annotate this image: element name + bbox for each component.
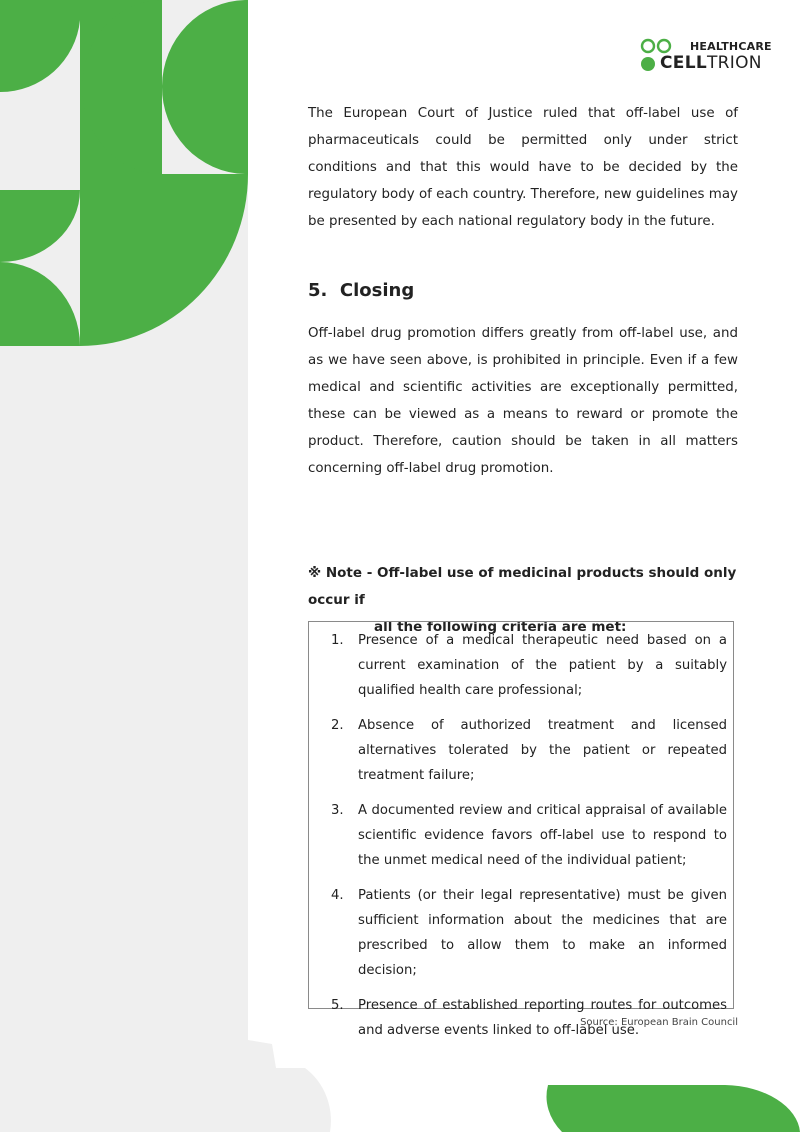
section-title: Closing: [339, 280, 415, 301]
closing-paragraph: Off-label drug promotion differs greatly from off-label use, and as we have seen above, is prohibited in principle. Even if a few medical and scientific activities are exceptionally permitted, these can be viewed as a means to reward or promote the product. Therefore, caution should be taken in all matters concerning off-label drug promotion.: [308, 326, 738, 476]
criteria-item: [331, 798, 727, 873]
criteria-item: [331, 883, 727, 983]
criteria-text: A documented review and critical appraisal of available scientific evidence favors off-label use to respond to the unmet medical need of the individual patient;: [358, 803, 727, 868]
criteria-text: Presence of established reporting routes for outcomes and adverse events linked to off-label use.: [358, 998, 727, 1038]
criteria-text: Presence of a medical therapeutic need based on a current examination of the patient by a suitably qualified health care professional;: [358, 633, 727, 698]
criteria-text: Patients (or their legal representative) must be given sufficient information about the medicines that are prescribed to allow them to make an informed decision;: [358, 888, 727, 978]
criteria-number: 5.: [331, 998, 344, 1013]
logo-text-celltrion: CELLTRION: [660, 53, 762, 73]
logo-text-healthcare: HEALTHCARE: [690, 40, 772, 53]
decorative-green-shapes-top: [0, 0, 250, 350]
section-heading: [308, 280, 738, 301]
criteria-number: 4.: [331, 888, 344, 903]
criteria-text: Absence of authorized treatment and licensed alternatives tolerated by the patient or repeated treatment failure;: [358, 718, 727, 783]
source-citation: Source: European Brain Council: [580, 1017, 738, 1028]
closing-section: [308, 280, 738, 301]
section-number: 5.: [308, 280, 328, 301]
intro-section: [308, 100, 738, 235]
criteria-number: 3.: [331, 803, 344, 818]
criteria-item: [331, 713, 727, 788]
note-line-1: ※ Note - Off-label use of medicinal products should only occur if: [308, 565, 737, 608]
criteria-item: [331, 628, 727, 703]
closing-body: [308, 320, 738, 482]
criteria-list: [331, 628, 727, 1053]
note-line-2: all the following criteria are met:: [374, 619, 627, 635]
criteria-number: 2.: [331, 718, 344, 733]
intro-paragraph: The European Court of Justice ruled that off-label use of pharmaceuticals could be permitted only under strict conditions and that this would have to be decided by the regulatory body of each country. Therefore, new guidelines may be presented by each national regulatory body in the future.: [308, 106, 738, 229]
criteria-number: 1.: [331, 633, 344, 648]
